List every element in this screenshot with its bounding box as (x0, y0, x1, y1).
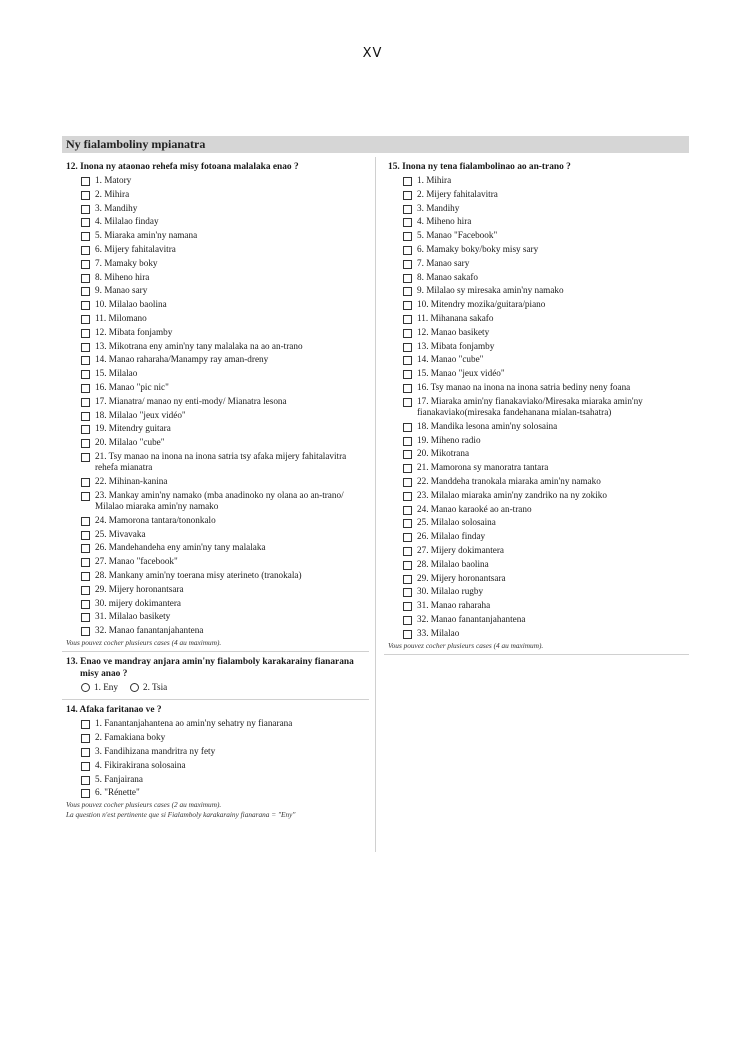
option-label: 10. Mitendry mozika/guitara/piano (417, 299, 546, 310)
option-item (81, 367, 369, 381)
checkbox[interactable] (81, 734, 90, 743)
option-label: 33. Milalao (417, 627, 460, 638)
option-item (403, 558, 689, 572)
option-label: 2. Mihira (95, 188, 130, 199)
option-item (403, 257, 689, 271)
option-label: 7. Manao sary (417, 257, 470, 268)
question-15-title: 15. Inona ny tena fialambolinao ao an-trano ? (388, 162, 571, 172)
option-item (403, 243, 689, 257)
option-item (403, 340, 689, 354)
option-item (81, 284, 369, 298)
question-12-note: Vous pouvez cocher plusieurs cases (4 au maximum). (66, 637, 222, 647)
option-item (403, 475, 689, 489)
option-label: 22. Mihinan-kanina (95, 475, 168, 486)
checkbox[interactable] (81, 177, 90, 186)
option-item (81, 489, 369, 514)
checkbox[interactable] (81, 572, 90, 581)
option-label: 19. Miheno radio (417, 434, 481, 445)
option-item (81, 759, 369, 773)
option-label: 21. Mamorona sy manoratra tantara (417, 462, 549, 473)
option-label: 27. Manao "facebook" (95, 556, 178, 567)
checkbox[interactable] (81, 287, 90, 296)
checkbox[interactable] (403, 177, 412, 186)
option-label: 15. Milalao (95, 368, 138, 379)
option-item (81, 436, 369, 450)
checkbox[interactable] (403, 287, 412, 296)
option-item (81, 569, 369, 583)
option-label: 24. Mamorona tantara/tononkalo (95, 514, 216, 525)
option-item (81, 786, 369, 800)
question-14-options (62, 717, 369, 800)
option-label: 6. Mamaky boky/boky misy sary (417, 243, 539, 254)
option-label: 5. Fanjairana (95, 773, 143, 784)
option-label: 8. Manao sakafo (417, 271, 478, 282)
option-item (403, 367, 689, 381)
option-item (81, 624, 369, 638)
checkbox[interactable] (81, 517, 90, 526)
checkbox[interactable] (81, 453, 90, 462)
checkbox[interactable] (403, 588, 412, 597)
option-item (81, 215, 369, 229)
checkbox[interactable] (81, 343, 90, 352)
checkbox[interactable] (81, 384, 90, 393)
checkbox[interactable] (81, 260, 90, 269)
checkbox[interactable] (81, 412, 90, 421)
checkbox[interactable] (403, 398, 412, 407)
option-item (81, 555, 369, 569)
option-item (403, 599, 689, 613)
option-item (81, 312, 369, 326)
option-label: 2. Famakiana boky (95, 732, 166, 743)
option-item (403, 215, 689, 229)
checkbox[interactable] (403, 246, 412, 255)
option-item (81, 597, 369, 611)
option-label: 9. Milalao sy miresaka amin'ny namako (417, 285, 564, 296)
question-13-options (81, 682, 369, 692)
checkbox[interactable] (81, 720, 90, 729)
question-14-condition-note: La question n'est pertinente que si Fialamboly karakarainy fianarana = "Eny" (66, 809, 296, 819)
option-label: 12. Mibata fonjamby (95, 326, 173, 337)
option-item (81, 340, 369, 354)
option-item (81, 202, 369, 216)
option-label: 18. Mandika lesona amin'ny solosaina (417, 420, 558, 431)
option-label: 30. mijery dokimantera (95, 597, 181, 608)
option-item (403, 572, 689, 586)
checkbox[interactable] (403, 478, 412, 487)
option-item (403, 544, 689, 558)
checkbox[interactable] (81, 218, 90, 227)
option-label: 31. Milalao basikety (95, 611, 171, 622)
checkbox[interactable] (81, 398, 90, 407)
option-item (81, 514, 369, 528)
option-item (403, 434, 689, 448)
radio-eny-label: 1. Eny (94, 682, 118, 693)
option-label: 32. Manao fanantanjahantena (95, 625, 204, 636)
checkbox[interactable] (81, 329, 90, 338)
option-item (403, 229, 689, 243)
option-label: 7. Mamaky boky (95, 257, 158, 268)
checkbox[interactable] (403, 384, 412, 393)
checkbox[interactable] (81, 191, 90, 200)
checkbox[interactable] (81, 544, 90, 553)
option-item (403, 613, 689, 627)
option-label: 4. Miheno hira (417, 216, 472, 227)
option-label: 17. Miaraka amin'ny fianakaviako/Miresaka miaraka amin'ny fianakaviako(miresaka fandehanana mialan-tsahatra) (417, 395, 643, 417)
option-label: 25. Milalao solosaina (417, 517, 496, 528)
checkbox[interactable] (403, 561, 412, 570)
option-item (403, 271, 689, 285)
option-label: 30. Milalao rugby (417, 586, 484, 597)
option-item (81, 243, 369, 257)
option-item (81, 610, 369, 624)
checkbox[interactable] (81, 586, 90, 595)
checkbox[interactable] (403, 533, 412, 542)
question-12-title: 12. Inona ny ataonao rehefa misy fotoana malalaka enao ? (66, 162, 299, 172)
option-label: 3. Mandihy (95, 202, 138, 213)
checkbox[interactable] (403, 370, 412, 379)
option-item (81, 409, 369, 423)
checkbox[interactable] (403, 492, 412, 501)
checkbox[interactable] (403, 329, 412, 338)
option-item (403, 461, 689, 475)
checkbox[interactable] (81, 232, 90, 241)
checkbox[interactable] (81, 492, 90, 501)
option-label: 29. Mijery horonantsara (95, 583, 184, 594)
option-item (81, 731, 369, 745)
option-item (403, 420, 689, 434)
checkbox[interactable] (81, 439, 90, 448)
option-label: 16. Manao "pic nic" (95, 381, 169, 392)
option-item (403, 530, 689, 544)
checkbox[interactable] (403, 437, 412, 446)
option-label: 13. Mibata fonjamby (417, 340, 495, 351)
option-label: 20. Milalao "cube" (95, 437, 165, 448)
question-14-note: Vous pouvez cocher plusieurs cases (2 au maximum). (66, 800, 222, 810)
checkbox[interactable] (403, 506, 412, 515)
option-label: 4. Milalao finday (95, 216, 159, 227)
option-label: 6. "Rénette" (95, 787, 140, 798)
option-label: 4. Fikirakirana solosaina (95, 759, 186, 770)
option-label: 15. Manao "jeux vidéo" (417, 368, 505, 379)
checkbox[interactable] (81, 789, 90, 798)
checkbox[interactable] (403, 519, 412, 528)
option-label: 1. Fanantanjahantena ao amin'ny sehatry ny fianarana (95, 718, 293, 729)
checkbox[interactable] (81, 613, 90, 622)
checkbox[interactable] (403, 464, 412, 473)
option-label: 24. Manao karaoké ao an-trano (417, 503, 532, 514)
option-label: 27. Mijery dokimantera (417, 544, 505, 555)
option-item (403, 174, 689, 188)
checkbox[interactable] (81, 205, 90, 214)
radio-eny[interactable] (81, 683, 90, 692)
checkbox[interactable] (403, 423, 412, 432)
page-number: XV (362, 46, 383, 61)
option-item (81, 528, 369, 542)
question-15-options (384, 174, 689, 641)
option-item (81, 450, 369, 475)
option-label: 29. Mijery horonantsara (417, 572, 506, 583)
option-label: 17. Mianatra/ manao ny enti-mody/ Mianatra lesona (95, 395, 287, 406)
left-column (62, 157, 376, 852)
option-item (403, 284, 689, 298)
option-item (81, 326, 369, 340)
option-item (81, 583, 369, 597)
option-item (81, 773, 369, 787)
option-item (81, 475, 369, 489)
right-column (378, 157, 689, 655)
option-item (403, 503, 689, 517)
option-item (403, 447, 689, 461)
divider (384, 654, 689, 655)
checkbox[interactable] (81, 600, 90, 609)
checkbox[interactable] (403, 232, 412, 241)
checkbox[interactable] (403, 547, 412, 556)
checkbox[interactable] (81, 762, 90, 771)
option-label: 10. Milalao baolina (95, 299, 167, 310)
option-item (403, 395, 689, 420)
option-label: 3. Mandihy (417, 202, 460, 213)
checkbox[interactable] (403, 630, 412, 639)
checkbox[interactable] (81, 370, 90, 379)
option-item (403, 312, 689, 326)
option-item (81, 353, 369, 367)
option-label: 9. Manao sary (95, 285, 148, 296)
option-label: 23. Milalao miaraka amin'ny zandriko na ny zokiko (417, 489, 607, 500)
option-label: 26. Milalao finday (417, 531, 486, 542)
option-item (81, 381, 369, 395)
option-label: 18. Milalao "jeux vidéo" (95, 409, 186, 420)
option-item (81, 298, 369, 312)
option-label: 22. Manddeha tranokala miaraka amin'ny namako (417, 475, 601, 486)
option-item (403, 188, 689, 202)
question-13 (62, 652, 369, 692)
option-label: 28. Milalao baolina (417, 558, 489, 569)
option-label: 1. Matory (95, 175, 132, 185)
checkbox[interactable] (81, 301, 90, 310)
option-label: 12. Manao basikety (417, 326, 490, 337)
option-item (81, 541, 369, 555)
question-14-title: 14. Afaka faritanao ve ? (66, 705, 162, 716)
option-item (81, 257, 369, 271)
option-label: 11. Milomano (95, 312, 147, 323)
option-label: 6. Mijery fahitalavitra (95, 243, 176, 254)
question-15-note: Vous pouvez cocher plusieurs cases (4 au maximum). (388, 640, 544, 650)
option-label: 11. Mihanana sakafo (417, 312, 494, 323)
option-label: 31. Manao raharaha (417, 600, 491, 611)
option-label: 2. Mijery fahitalavitra (417, 188, 498, 199)
radio-tsia[interactable] (130, 683, 139, 692)
checkbox[interactable] (403, 356, 412, 365)
option-label: 14. Manao raharaha/Manampy ray aman-dreny (95, 354, 269, 365)
option-item (81, 745, 369, 759)
checkbox[interactable] (403, 260, 412, 269)
option-label: 28. Mankany amin'ny toerana misy aterineto (tranokala) (95, 569, 302, 580)
option-item (81, 229, 369, 243)
option-item (403, 326, 689, 340)
checkbox[interactable] (81, 315, 90, 324)
section-title: Ny fialamboliny mpianatra (62, 136, 689, 153)
option-item (81, 717, 369, 731)
checkbox[interactable] (81, 531, 90, 540)
option-item (403, 585, 689, 599)
option-label: 5. Manao "Facebook" (417, 230, 498, 241)
option-label: 13. Mikotrana eny amin'ny tany malalaka na ao an-trano (95, 340, 303, 351)
option-item (81, 271, 369, 285)
checkbox[interactable] (403, 205, 412, 214)
radio-tsia-label: 2. Tsia (143, 682, 168, 693)
option-item (81, 395, 369, 409)
option-label: 19. Mitendry guitara (95, 423, 171, 434)
option-item (81, 188, 369, 202)
checkbox[interactable] (403, 602, 412, 611)
option-item (403, 516, 689, 530)
checkbox[interactable] (403, 274, 412, 283)
checkbox[interactable] (403, 616, 412, 625)
option-item (403, 298, 689, 312)
checkbox[interactable] (81, 748, 90, 757)
checkbox[interactable] (403, 575, 412, 584)
option-label: 20. Mikotrana (417, 448, 470, 459)
question-14 (62, 700, 369, 819)
option-label: 23. Mankay amin'ny namako (mba anadinoko ny olana ao an-trano/ Milalao miaraka amin'ny namako (95, 489, 344, 511)
checkbox[interactable] (403, 343, 412, 352)
option-label: 26. Mandehandeha eny amin'ny tany malalaka (95, 542, 266, 553)
checkbox[interactable] (81, 246, 90, 255)
checkbox[interactable] (403, 218, 412, 227)
option-item (403, 627, 689, 641)
option-item (81, 422, 369, 436)
option-label: 8. Miheno hira (95, 271, 150, 282)
checkbox[interactable] (81, 558, 90, 567)
option-label: 32. Manao fanantanjahantena (417, 613, 526, 624)
option-item (403, 489, 689, 503)
option-item (403, 381, 689, 395)
question-12 (62, 157, 369, 647)
checkbox[interactable] (81, 627, 90, 636)
option-label: 16. Tsy manao na inona na inona satria bediny neny foana (417, 381, 631, 392)
checkbox[interactable] (403, 450, 412, 459)
question-13-title: 13. Enao ve mandray anjara amin'ny fialamboly karakarainy fianarana misy anao ? (66, 657, 354, 680)
question-12-options (62, 174, 369, 638)
checkbox[interactable] (81, 478, 90, 487)
option-item (81, 174, 369, 188)
option-label: 25. Mivavaka (95, 528, 146, 539)
checkbox[interactable] (403, 191, 412, 200)
option-label: 14. Manao "cube" (417, 354, 484, 365)
checkbox[interactable] (81, 425, 90, 434)
option-label: 21. Tsy manao na inona na inona satria tsy afaka mijery fahitalavitra rehefa mianatra (95, 450, 347, 473)
option-item (403, 353, 689, 367)
checkbox[interactable] (81, 776, 90, 785)
option-label: 3. Fandihizana mandritra ny fety (95, 746, 216, 756)
option-label: 1. Mihira (417, 175, 452, 185)
checkbox[interactable] (81, 274, 90, 283)
option-label: 5. Miaraka amin'ny namana (95, 230, 198, 241)
checkbox[interactable] (403, 301, 412, 310)
checkbox[interactable] (81, 356, 90, 365)
question-15 (384, 157, 689, 650)
checkbox[interactable] (403, 315, 412, 324)
option-item (403, 202, 689, 216)
